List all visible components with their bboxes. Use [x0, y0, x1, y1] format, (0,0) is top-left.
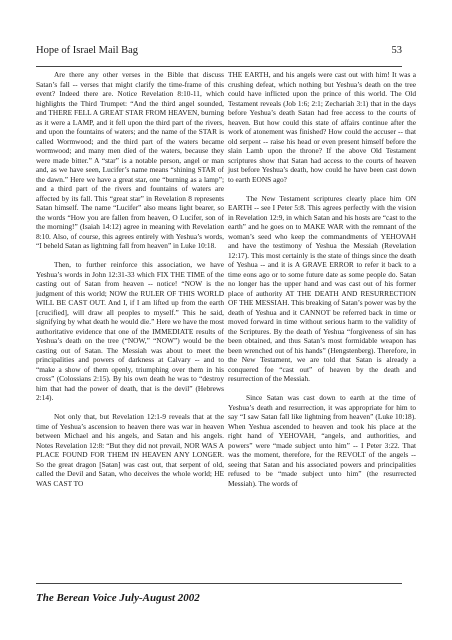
paragraph: Since Satan was cast down to earth at the time of Yeshua’s death and resurrection, it was appropriate for him to say “I saw Satan fall like lightning from heaven” (Luke 10:18). When Yeshua ascended to heaven and took his place at the right hand of YEHOVAH, “angels, and authorities, and powers” were “made subject unto him” -- I Peter 3:22. That was the moment, therefore, for the REVOLT of the angels -- seeing that Satan and his associated powers and principalities refused to be “made subject unto him” (the resurrected Messiah). The words of [228, 393, 416, 488]
paragraph: Not only that, but Revelation 12:1-9 reveals that at the time of Yeshua’s ascension to heaven there was war in heaven between Michael and his angels, and Satan and his angels. Notes Revelation 12:8: “But they did not prevail, NOR WAS A PLACE FOUND FOR THEM IN HEAVEN ANY LONGER. So the great dragon [Satan] was cast out, that serpent of old, called the Devil and Satan, who deceives the whole world; HE WAS CAST TO [36, 412, 224, 488]
publication-title: Hope of Israel Mail Bag [36, 44, 139, 56]
left-column [36, 70, 224, 488]
paragraph: Are there any other verses in the Bible that discuss Satan’s fall -- verses that might clarify the time-frame of this event? Indeed there are. Notice Revelation 8:10-11, which highlights the Third Trumpet: “And the third angel sounded, and THERE FELL A GREAT STAR FROM HEAVEN, burning as it were a LAMP, and it fell upon the third part of the rivers, and upon the fountains of waters; and the name of the STAR is called Wormwood; and the third part of the waters became wormwood; and many men died of the waters, because they were made bitter.” A “star” is a notable person, angel or man and, as we have seen, Lucifer’s name means “shining STAR of the dawn.” Here we have a great star, one “burning as a lamp”; and a third part of the rivers and fountains of waters are affected by its fall. This “great star” in Revelation 8 represents Satan himself. The name “Lucifer” also means light bearer, so the words “How you are fallen from heaven, O Lucifer, son of the morning!” (Isaiah 14:12) agree in meaning with Revelation 8:10. Also, of course, this agrees entirely with Yeshua’s words, “I beheld Satan as lightning fall from heaven” in Luke 10:18. [36, 70, 224, 250]
issue-footer: The Berean Voice July-August 2002 [36, 592, 200, 604]
page-header [36, 42, 402, 58]
header-rule [36, 66, 402, 67]
paragraph: Then, to further reinforce this association, we have Yeshua’s words in John 12:31-33 which FIX THE TIME of the casting out of Satan from heaven -- notice! “NOW is the judgment of this world; NOW the RULER OF THIS WORLD WILL BE CAST OUT. And I, if I am lifted up from the earth [crucified], will draw all peoples to myself.” This he said, signifying by what death he would die.” Here we have the most authoritative evidence that one of the IMMEDIATE results of Yeshua’s death on the tree (“NOW,” “NOW”) would be the casting out of Satan. The Messiah was about to meet the principalities and powers of darkness at Calvary -- and to “make a show of them openly, triumphing over them in his cross” (Colossians 2:15). By his own death he was to “destroy him that had the power of death, that is the devil” (Hebrews 2:14). [36, 260, 224, 402]
page-number: 53 [391, 44, 402, 56]
footer-rule [36, 583, 402, 584]
paragraph: The New Testament scriptures clearly place him ON EARTH -- see I Peter 5:8. This agrees perfectly with the vision in Revelation 12:9, in which Satan and his hosts are “cast to the earth” and he goes on to MAKE WAR with the remnant of the woman’s seed who keep the commandments of YEHOVAH and have the testimony of Yeshua the Messiah (Revelation 12:17). This most certainly is the state of things since the death of Yeshua -- and it is A GRAVE ERROR to refer it back to a time eons ago or to some future date as some people do. Satan no longer has the upper hand and was cast out of his former place of authority AT THE DEATH AND RESURRECTION OF THE MESSIAH. This breaking of Satan’s power was by the death of Yeshua and it CANNOT be referred back in time or moved forward in time without serious harm to the validity of the Scriptures. By the death of Yeshua “forgiveness of sin has been obtained, and thus Satan’s most formidable weapon has been wrenched out of his hands” (Hengstenberg). Therefore, in the New Testament, we are told that Satan is already a conquered foe “cast out” of heaven by the death and resurrection of the Messiah. [228, 193, 416, 383]
right-column [228, 70, 416, 488]
paragraph: THE EARTH, and his angels were cast out with him! It was a crushing defeat, which nothing but Yeshua’s death on the tree could have inflicted upon the prince of this world. The Old Testament reveals (Job 1:6; 2:1; Zechariah 3:1) that in the days before Yeshua’s death Satan had free access to the courts of heaven. But how could this state of affairs continue after the work of atonement was finished? How could the accuser -- that old serpent -- raise his head or even present himself before the slain Lamb upon the throne? If the above Old Testament scriptures show that Satan had access to the courts of heaven just before Yeshua’s death, how could he have been cast down to earth EONS ago? [228, 70, 416, 184]
